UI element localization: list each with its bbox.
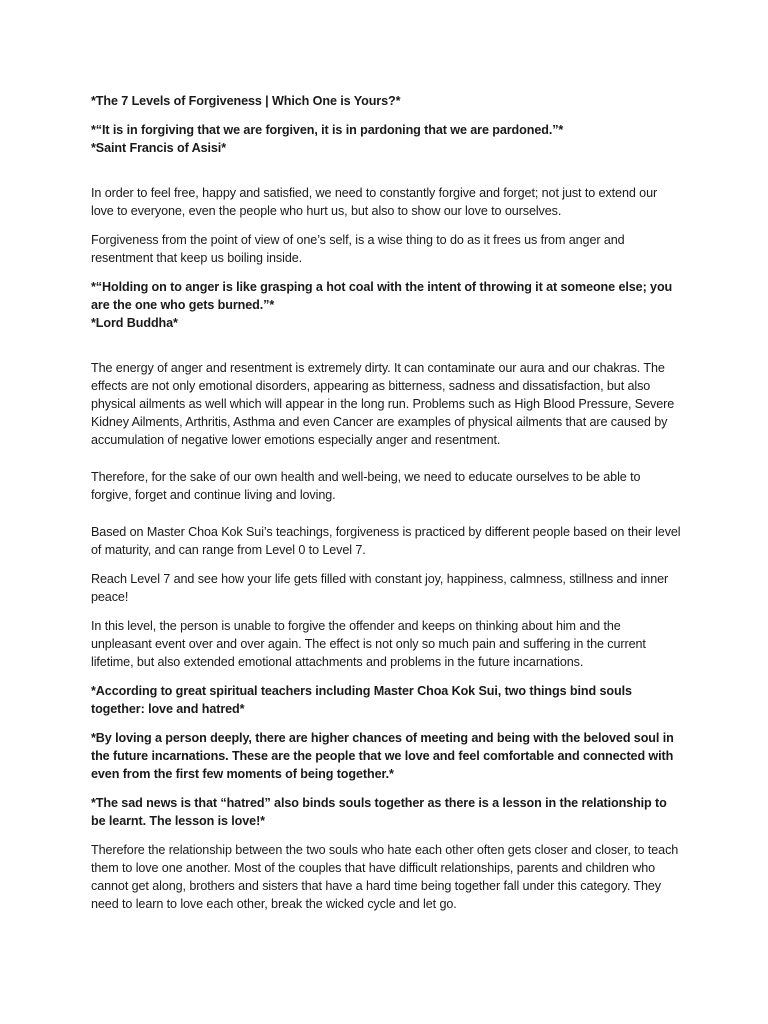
bold-paragraph: *The sad news is that “hatred” also binds souls together as there is a lesson in the relationship to be learnt. The lesson is love!*: [91, 796, 667, 828]
bold-paragraph: *By loving a person deeply, there are higher chances of meeting and being with the beloved soul in the future incarnations. These are the people that we love and feel comfortable and connected with even from the first few moments of being together.*: [91, 731, 674, 781]
paragraph: Therefore the relationship between the two souls who hate each other often gets closer and closer, to teach them to love one another. Most of the couples that have difficult relationships, parents and children who cannot get along, brothers and sisters that have a hard time being together fall under this category. They need to learn to love each other, break the wicked cycle and let go.: [91, 843, 679, 911]
document-title: *The 7 Levels of Forgiveness | Which One is Yours?*: [91, 94, 401, 108]
quote-block-francis: [91, 121, 681, 157]
quote-text: *“Holding on to anger is like grasping a hot coal with the intent of throwing it at someone else; you are the one who gets burned.”*: [91, 280, 673, 312]
paragraph: Based on Master Choa Kok Sui’s teachings, forgiveness is practiced by different people based on their level of maturity, and can range from Level 0 to Level 7.: [91, 525, 681, 557]
quote-author: *Lord Buddha*: [91, 316, 178, 330]
quote-block-buddha: [91, 278, 681, 332]
paragraph: Therefore, for the sake of our own health and well-being, we need to educate ourselves to be able to forgive, forget and continue living and loving.: [91, 470, 641, 502]
quote-author: *Saint Francis of Asisi*: [91, 141, 227, 155]
document-page: [91, 92, 681, 924]
paragraph: Reach Level 7 and see how your life gets filled with constant joy, happiness, calmness, stillness and inner peace!: [91, 572, 669, 604]
paragraph: The energy of anger and resentment is extremely dirty. It can contaminate our aura and our chakras. The effects are not only emotional disorders, appearing as bitterness, sadness and dissatisfaction, but also physical ailments as well which will appear in the long run. Problems such as High Blood Pressure, Severe Kidney Ailments, Arthritis, Asthma and even Cancer are examples of physical ailments that are caused by accumulation of negative lower emotions especially anger and resentment.: [91, 361, 675, 447]
quote-text: *“It is in forgiving that we are forgiven, it is in pardoning that we are pardoned.”*: [91, 123, 564, 137]
paragraph: Forgiveness from the point of view of one’s self, is a wise thing to do as it frees us from anger and resentment that keep us boiling inside.: [91, 233, 625, 265]
paragraph: In order to feel free, happy and satisfied, we need to constantly forgive and forget; not just to extend our love to everyone, even the people who hurt us, but also to show our love to ourselves.: [91, 186, 658, 218]
paragraph: In this level, the person is unable to forgive the offender and keeps on thinking about him and the unpleasant event over and over again. The effect is not only so much pain and suffering in the current lifetime, but also extended emotional attachments and problems in the future incarnations.: [91, 619, 646, 669]
bold-paragraph: *According to great spiritual teachers including Master Choa Kok Sui, two things bind souls together: love and hatred*: [91, 684, 632, 716]
